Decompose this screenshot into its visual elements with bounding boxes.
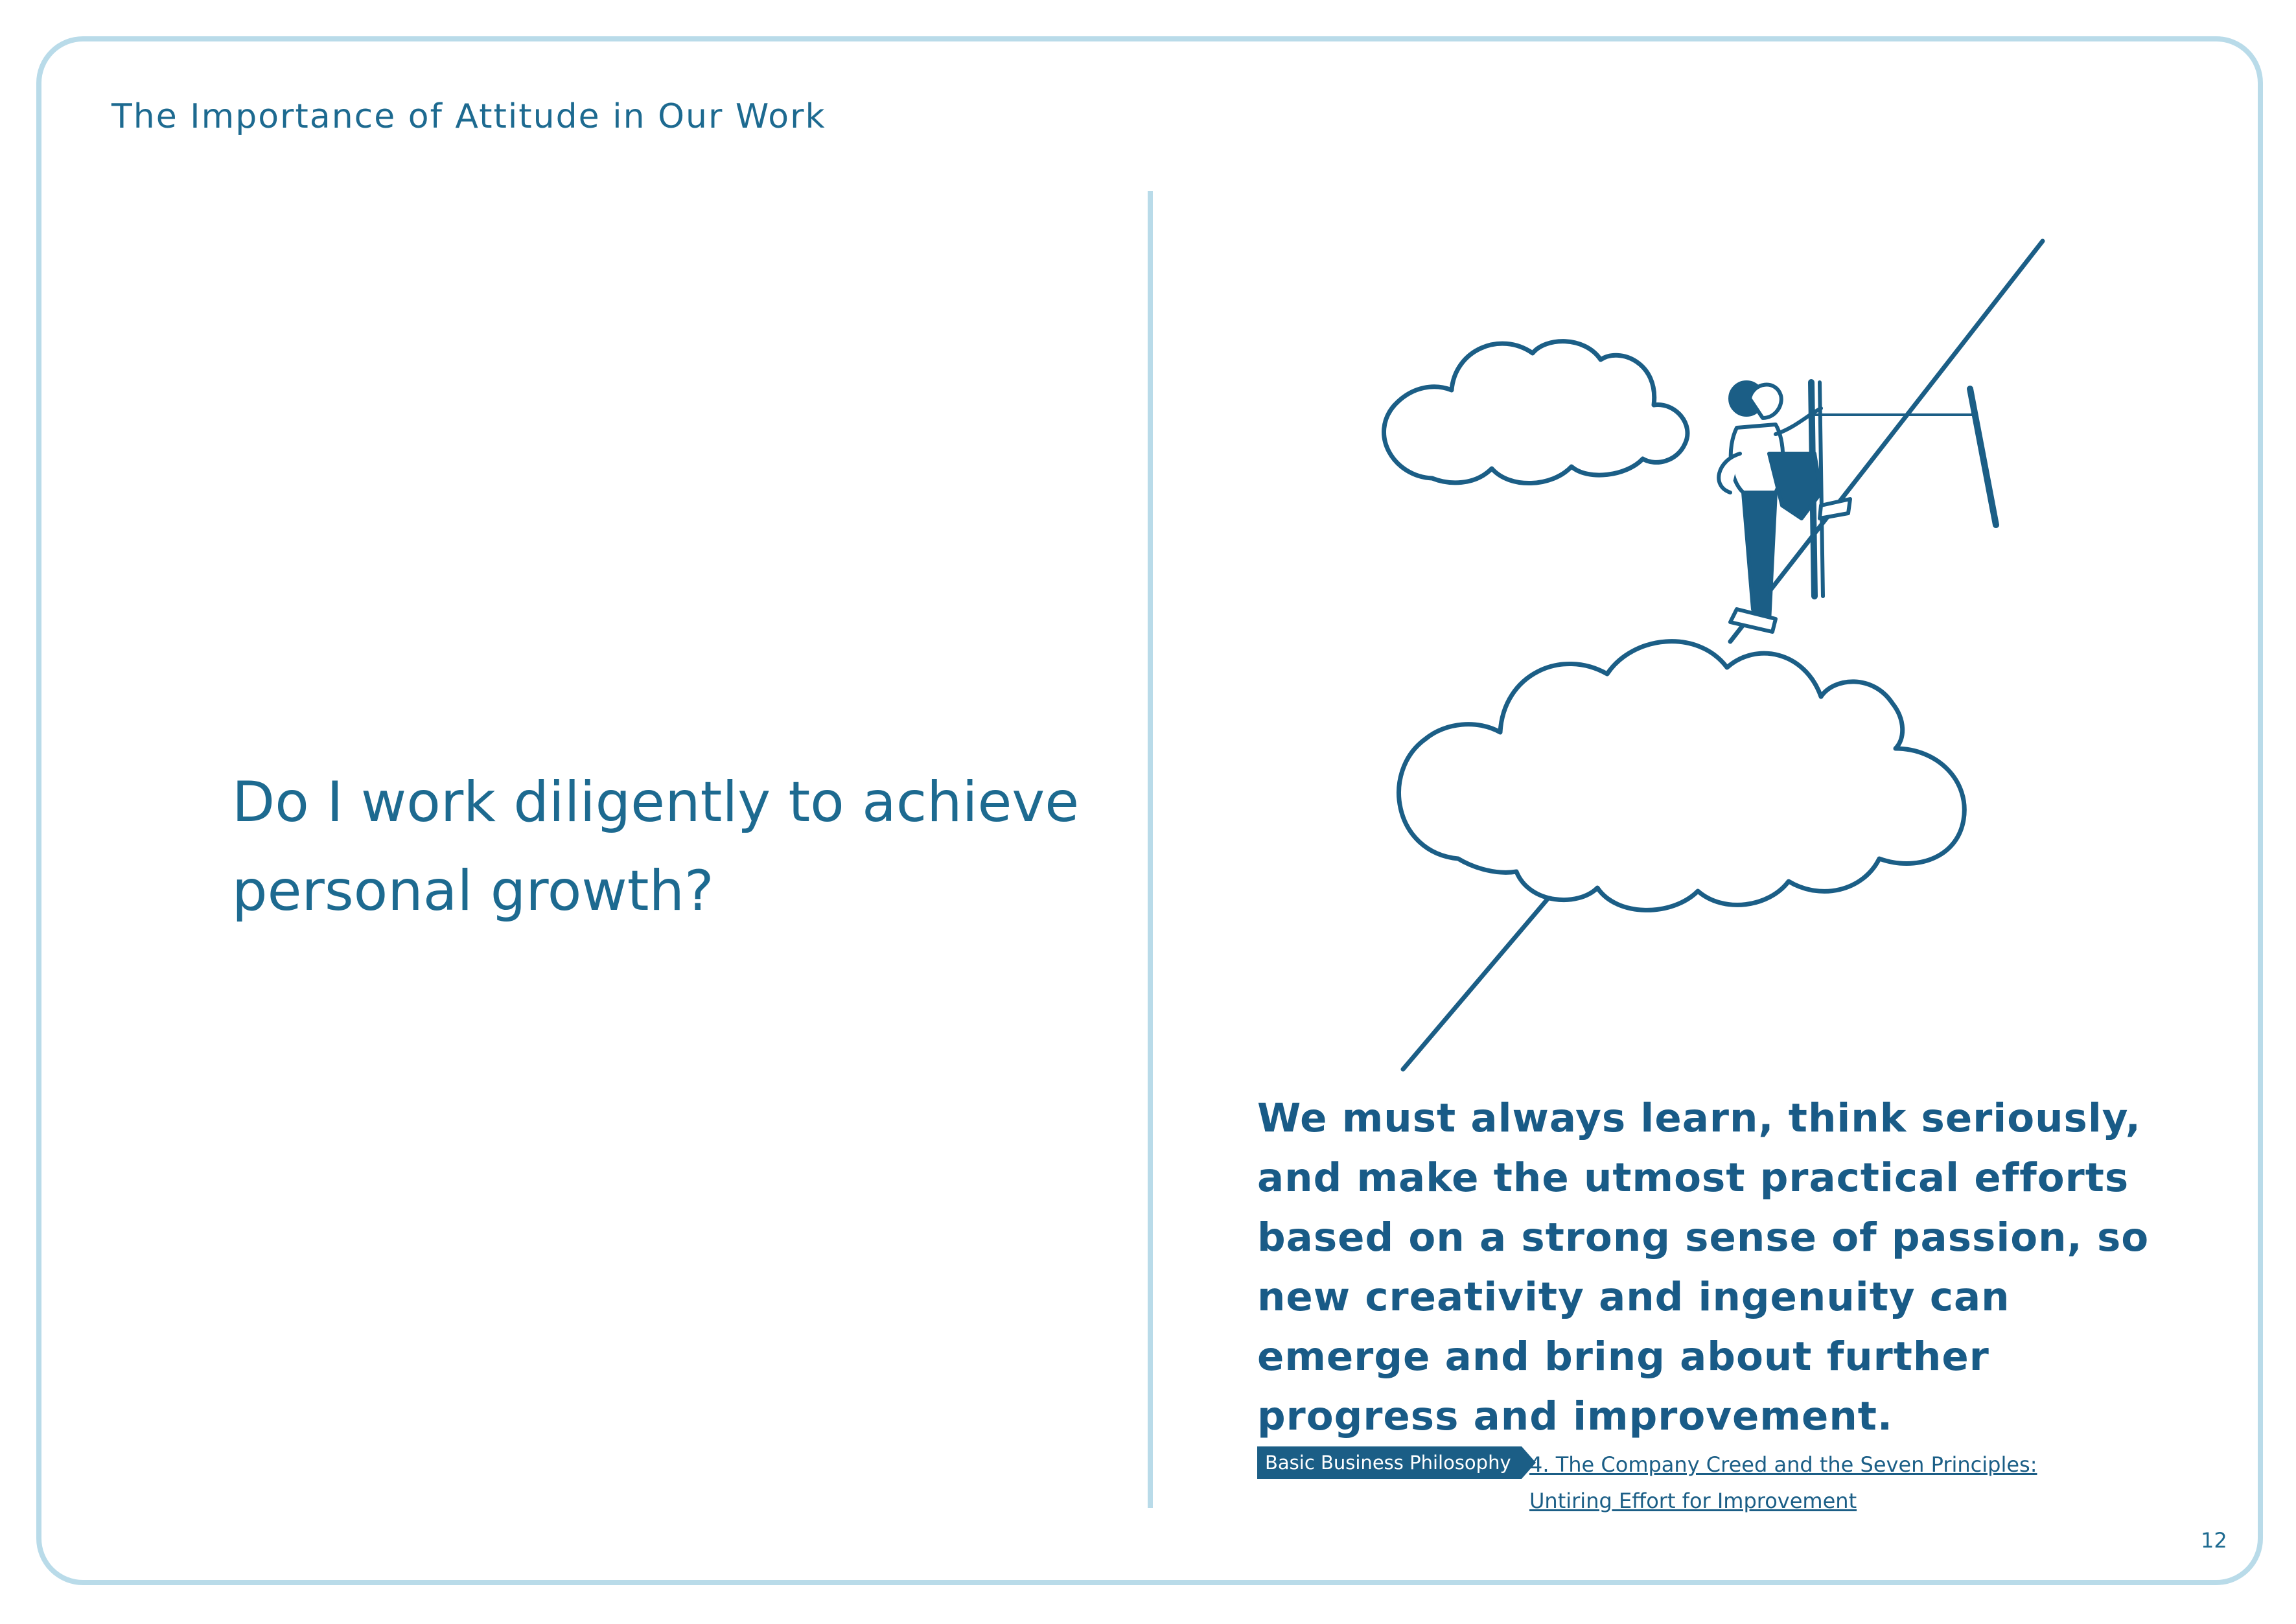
ladder-line-lower	[1403, 893, 1553, 1069]
page-number: 12	[2201, 1528, 2227, 1553]
philosophy-paragraph: We must always learn, think seriously, and make the utmost practical efforts based on a strong sense of passion, so new creativity and ingenuity can emerge and bring about further progress and improvement.	[1257, 1095, 2150, 1439]
person-climbing-ladder-through-clouds-icon	[1322, 220, 2100, 1082]
reference-link-line1[interactable]: 4. The Company Creed and the Seven Principles:	[1529, 1452, 2037, 1477]
reference-link-line2[interactable]: Untiring Effort for Improvement	[1529, 1489, 1857, 1513]
reference-link[interactable]	[1529, 1446, 2037, 1519]
large-cloud	[1399, 642, 1965, 911]
small-cloud	[1384, 342, 1687, 483]
question-heading: Do I work diligently to achieve personal growth?	[232, 770, 1080, 923]
reference-tag: Basic Business Philosophy	[1257, 1446, 1522, 1479]
section-title: The Importance of Attitude in Our Work	[111, 97, 826, 136]
climbing-person	[1719, 382, 1850, 632]
vertical-divider	[1148, 191, 1153, 1508]
